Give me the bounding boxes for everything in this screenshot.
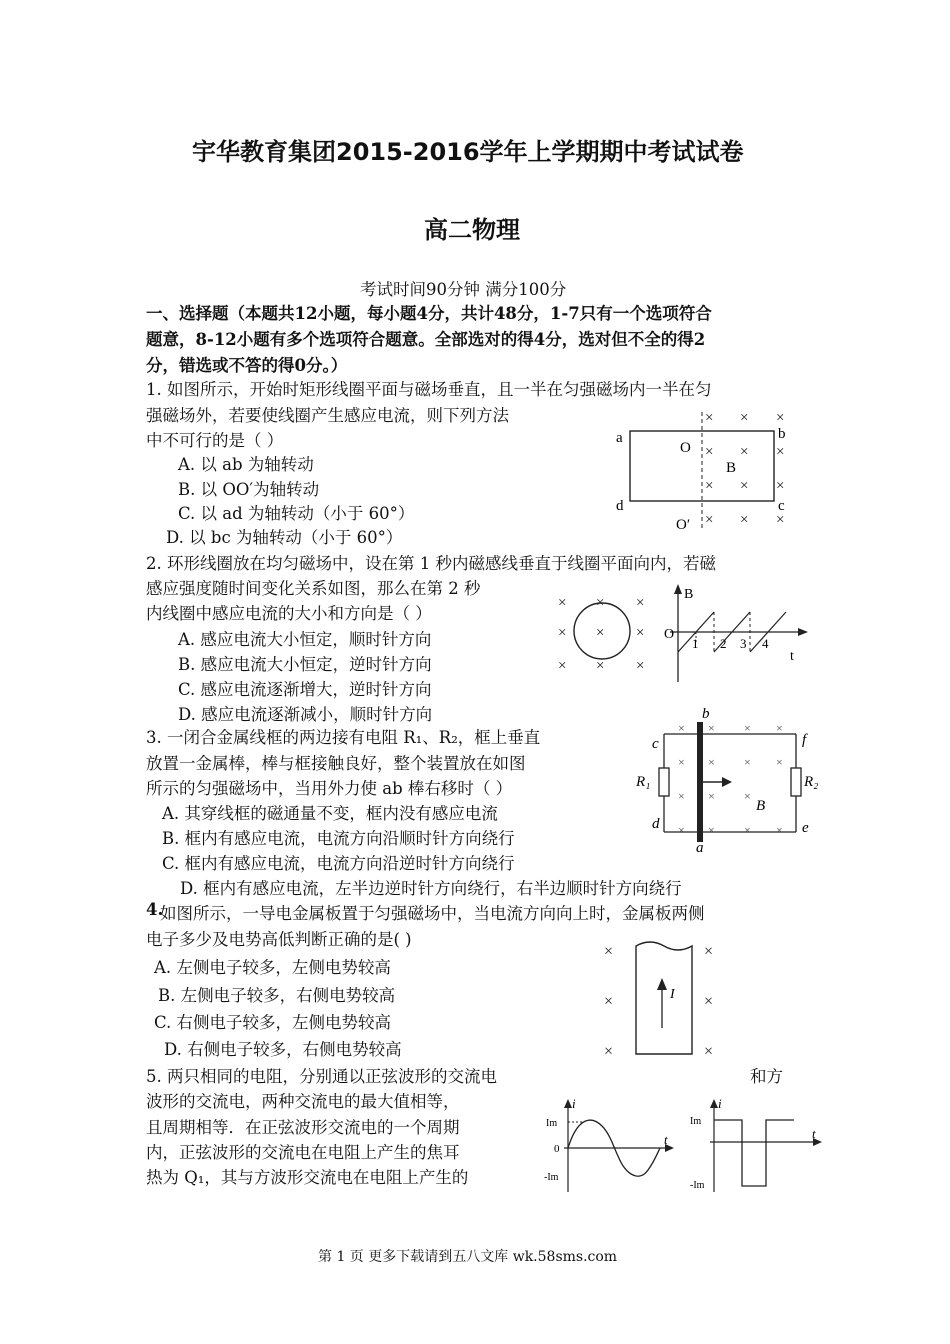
svg-text:×: × bbox=[705, 478, 714, 494]
section-instruction-line: 分，错选或不答的得0分。） bbox=[146, 356, 348, 375]
svg-text:×: × bbox=[740, 444, 749, 460]
origin-label: O bbox=[664, 627, 675, 642]
question-line: 1. 如图所示，开始时矩形线圈平面与磁场垂直，且一半在匀强磁场内一半在匀 bbox=[146, 380, 712, 399]
option-c: C. 右侧电子较多，左侧电势较高 bbox=[154, 1013, 392, 1032]
svg-text:×: × bbox=[604, 943, 614, 960]
option-b: B. 左侧电子较多，右侧电势较高 bbox=[158, 986, 396, 1005]
svg-text:×: × bbox=[604, 993, 614, 1010]
svg-text:Im: Im bbox=[690, 1116, 702, 1127]
label-f: f bbox=[802, 732, 807, 748]
svg-text:2: 2 bbox=[720, 636, 727, 651]
question-line: 内，正弦波形的交流电在电阻上产生的焦耳 bbox=[146, 1143, 460, 1162]
label-e: e bbox=[802, 820, 809, 836]
svg-text:×: × bbox=[744, 823, 751, 837]
svg-text:×: × bbox=[678, 789, 685, 803]
svg-text:×: × bbox=[776, 478, 785, 494]
svg-text:×: × bbox=[704, 993, 714, 1010]
label-r1: R₁ bbox=[636, 774, 651, 790]
option-a: A. 左侧电子较多，左侧电势较高 bbox=[154, 958, 391, 977]
svg-text:×: × bbox=[558, 625, 567, 641]
question-line-tail: 和方 bbox=[750, 1067, 783, 1086]
question-line: 电子多少及电势高低判断正确的是( ) bbox=[146, 930, 412, 949]
question-number: 4. bbox=[146, 900, 164, 919]
svg-text:×: × bbox=[705, 410, 714, 426]
svg-text:×: × bbox=[596, 625, 605, 641]
question-line: 5. 两只相同的电阻，分别通以正弦波形的交流电 bbox=[146, 1067, 497, 1086]
svg-text:×: × bbox=[708, 789, 715, 803]
svg-text:×: × bbox=[776, 823, 783, 837]
section-instruction-line: 一、选择题（本题共12小题，每小题4分，共计48分，1-7只有一个选项符合 bbox=[146, 304, 712, 323]
svg-text:t: t bbox=[812, 1126, 816, 1141]
svg-text:i: i bbox=[572, 1096, 576, 1111]
svg-text:×: × bbox=[636, 625, 645, 641]
label-d: d bbox=[652, 816, 660, 832]
svg-text:×: × bbox=[678, 721, 685, 735]
svg-text:4: 4 bbox=[762, 636, 769, 651]
question-line: 内线圈中感应电流的大小和方向是（ ） bbox=[146, 604, 432, 623]
svg-text:×: × bbox=[705, 512, 714, 528]
option-d: D. 以 bc 为轴转动（小于 60°） bbox=[166, 528, 403, 547]
label-a: a bbox=[696, 840, 704, 854]
square-wave-graph bbox=[686, 1096, 826, 1196]
svg-text:×: × bbox=[704, 943, 714, 960]
svg-text:×: × bbox=[678, 823, 685, 837]
question-line: 如图所示，一导电金属板置于匀强磁场中，当电流方向向上时，金属板两侧 bbox=[160, 904, 705, 923]
option-a: A. 以 ab 为轴转动 bbox=[178, 455, 314, 474]
svg-text:×: × bbox=[744, 789, 751, 803]
svg-text:×: × bbox=[558, 658, 567, 674]
svg-text:×: × bbox=[776, 512, 785, 528]
label-a: a bbox=[616, 430, 623, 446]
label-o: O bbox=[680, 440, 691, 456]
label-d: d bbox=[616, 498, 624, 514]
label-c: c bbox=[652, 736, 659, 752]
q4-plate-figure bbox=[600, 936, 730, 1060]
svg-text:×: × bbox=[740, 512, 749, 528]
svg-text:0: 0 bbox=[554, 1143, 560, 1155]
svg-text:×: × bbox=[558, 595, 567, 611]
option-c: C. 以 ad 为轴转动（小于 60°） bbox=[178, 504, 415, 523]
svg-text:3: 3 bbox=[740, 636, 747, 651]
section-instruction-line: 题意，8-12小题有多个选项符合题意。全部选对的得4分，选对但不全的得2 bbox=[146, 330, 706, 349]
svg-text:×: × bbox=[744, 755, 751, 769]
question-line: 3. 一闭合金属线框的两边接有电阻 R₁、R₂，框上垂直 bbox=[146, 728, 541, 747]
question-line: 波形的交流电，两种交流电的最大值相等， bbox=[146, 1092, 460, 1111]
svg-text:×: × bbox=[708, 721, 715, 735]
option-a: A. 感应电流大小恒定，顺时针方向 bbox=[178, 630, 432, 649]
option-d: D. 右侧电子较多，右侧电势较高 bbox=[164, 1040, 402, 1059]
svg-text:i: i bbox=[718, 1096, 722, 1111]
svg-text:×: × bbox=[740, 410, 749, 426]
svg-text:-Im: -Im bbox=[690, 1180, 705, 1191]
current-label: I bbox=[670, 987, 675, 1002]
svg-text:×: × bbox=[604, 1043, 614, 1060]
label-o-prime: O′ bbox=[676, 517, 691, 533]
question-line: 放置一金属棒，棒与框接触良好，整个装置放在如图 bbox=[146, 754, 526, 773]
q3-frame-figure bbox=[636, 704, 836, 854]
svg-text:×: × bbox=[708, 755, 715, 769]
svg-text:t: t bbox=[664, 1132, 668, 1147]
label-b-field: B bbox=[756, 798, 766, 814]
q2-ring-figure bbox=[552, 584, 652, 674]
option-d: D. 框内有感应电流，左半边逆时针方向绕行，右半边顺时针方向绕行 bbox=[180, 879, 682, 898]
svg-text:×: × bbox=[705, 444, 714, 460]
page-footer: 第 1 页 更多下载请到五八文库 wk.58sms.com bbox=[318, 1249, 618, 1265]
svg-text:×: × bbox=[776, 444, 785, 460]
svg-text:×: × bbox=[776, 755, 783, 769]
axis-b-label: B bbox=[684, 587, 694, 602]
option-b: B. 以 OO′为轴转动 bbox=[178, 480, 320, 499]
question-line: 所示的匀强磁场中，当用外力使 ab 棒右移时（ ） bbox=[146, 779, 513, 798]
question-line: 热为 Q₁，其与方波形交流电在电阻上产生的 bbox=[146, 1168, 469, 1187]
label-b-field: B bbox=[726, 460, 737, 476]
svg-text:×: × bbox=[636, 595, 645, 611]
label-b: b bbox=[702, 706, 710, 722]
svg-text:×: × bbox=[740, 478, 749, 494]
svg-text:×: × bbox=[744, 721, 751, 735]
svg-text:×: × bbox=[708, 823, 715, 837]
option-a: A. 其穿线框的磁通量不变，框内没有感应电流 bbox=[162, 804, 498, 823]
question-line: 感应强度随时间变化关系如图，那么在第 2 秒 bbox=[146, 579, 481, 598]
svg-text:×: × bbox=[776, 410, 785, 426]
question-line: 2. 环形线圈放在均匀磁场中，设在第 1 秒内磁感线垂直于线圈平面向内，若磁 bbox=[146, 554, 716, 573]
svg-text:×: × bbox=[636, 658, 645, 674]
svg-text:-Im: -Im bbox=[544, 1172, 559, 1183]
q1-coil-figure bbox=[610, 404, 800, 534]
svg-text:1: 1 bbox=[692, 636, 699, 651]
option-b: B. 框内有感应电流，电流方向沿顺时针方向绕行 bbox=[162, 829, 515, 848]
svg-text:×: × bbox=[596, 658, 605, 674]
axis-t-label: t bbox=[790, 649, 794, 664]
question-line: 且周期相等．在正弦波形交流电的一个周期 bbox=[146, 1118, 460, 1137]
option-d: D. 感应电流逐渐减小，顺时针方向 bbox=[178, 705, 433, 724]
subject-title: 高二物理 bbox=[424, 216, 520, 244]
option-c: C. 感应电流逐渐增大，逆时针方向 bbox=[178, 680, 432, 699]
svg-text:×: × bbox=[776, 721, 783, 735]
sine-wave-graph bbox=[544, 1096, 674, 1196]
svg-text:Im: Im bbox=[546, 1118, 558, 1129]
q2-bt-graph bbox=[660, 582, 810, 686]
label-r2: R₂ bbox=[804, 774, 819, 790]
svg-text:×: × bbox=[704, 1043, 714, 1060]
option-c: C. 框内有感应电流，电流方向沿逆时针方向绕行 bbox=[162, 854, 515, 873]
page-title: 宇华教育集团2015-2016学年上学期期中考试试卷 bbox=[192, 138, 744, 166]
exam-info: 考试时间90分钟 满分100分 bbox=[360, 280, 567, 299]
svg-text:×: × bbox=[596, 595, 605, 611]
option-b: B. 感应电流大小恒定，逆时针方向 bbox=[178, 655, 432, 674]
svg-text:×: × bbox=[678, 755, 685, 769]
label-c: c bbox=[778, 498, 785, 514]
question-line: 强磁场外，若要使线圈产生感应电流，则下列方法 bbox=[146, 406, 509, 425]
question-line: 中不可行的是（ ） bbox=[146, 431, 284, 450]
label-b: b bbox=[778, 426, 786, 442]
